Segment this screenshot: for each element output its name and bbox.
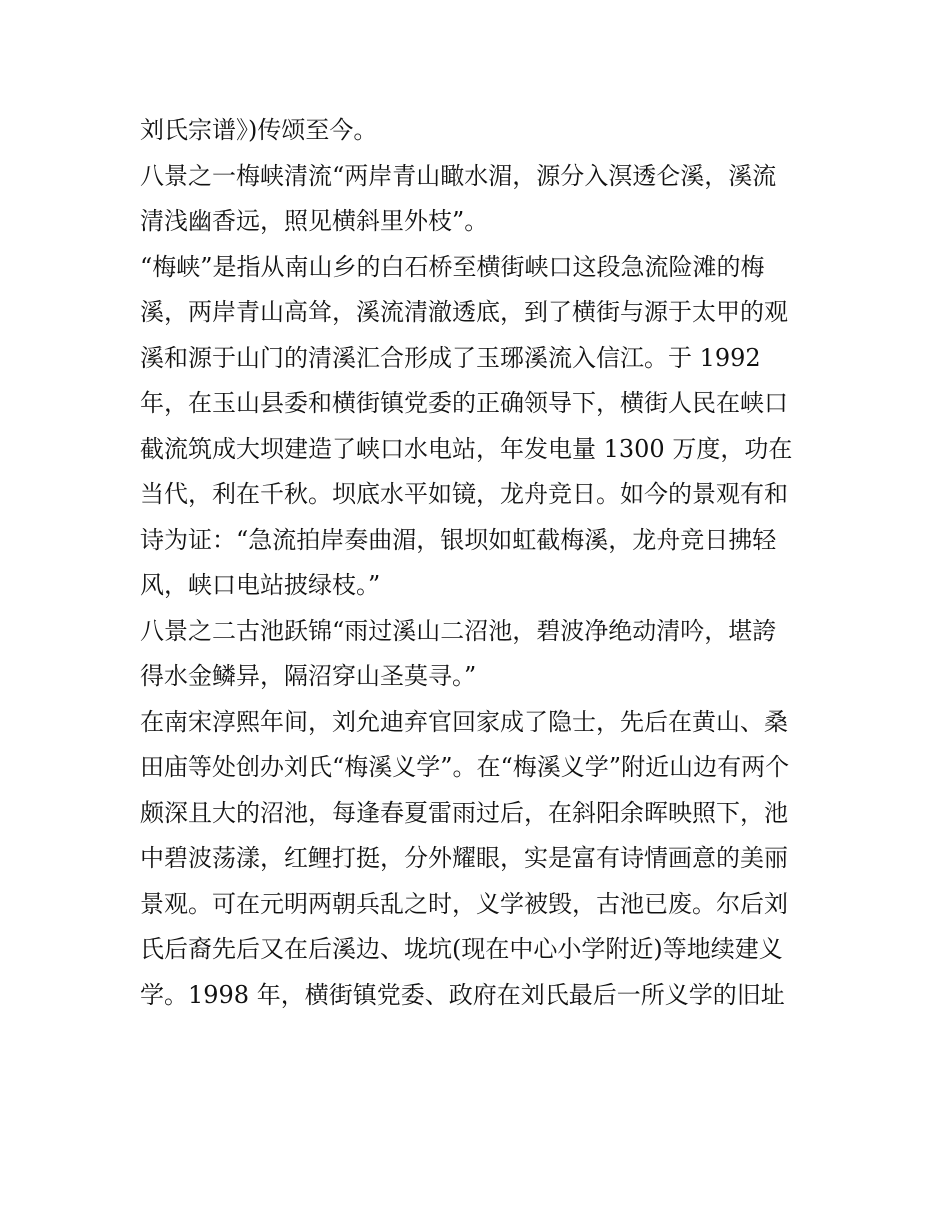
body-text (140, 108, 820, 1018)
text-line: 风，峡口电站披绿枝。” (140, 571, 381, 599)
text-line: 溪，两岸青山高耸，溪流清澈透底，到了横街与源于太甲的观 (140, 298, 788, 326)
text-line: “梅峡”是指从南山乡的白石桥至横街峡口这段急流险滩的梅 (140, 252, 765, 281)
text-line: 诗为证：“急流拍岸奏曲湄，银坝如虹截梅溪，龙舟竞日拂轻 (140, 525, 777, 554)
text-line: 在南宋淳熙年间，刘允迪弃官回家成了隐士，先后在黄山、桑 (140, 707, 788, 736)
text-line: 氏后裔先后又在后溪边、垅坑(现在中心小学附近)等地续建义 (140, 935, 783, 963)
text-line: 当代，利在千秋。坝底水平如镜，龙舟竞日。如今的景观有和 (140, 480, 788, 508)
text-line: 景观。可在元明两朝兵乱之时，义学被毁，古池已废。尔后刘 (140, 889, 788, 918)
text-line: 刘氏宗谱》)传颂至今。 (140, 116, 378, 144)
text-line: 中碧波荡漾，红鲤打挺，分外耀眼，实是富有诗情画意的美丽 (140, 844, 788, 872)
text-line: 八景之二古池跃锦“雨过溪山二沼池，碧波净绝动清吟，堪誇 (140, 616, 777, 645)
text-line: 田庙等处创办刘氏“梅溪义学”。在“梅溪义学”附近山边有两个 (140, 753, 790, 781)
text-line: 截流筑成大坝建造了峡口水电站，年发电量 1300 万度，功在 (140, 434, 793, 463)
text-line: 年，在玉山县委和横街镇党委的正确领导下，横街人民在峡口 (140, 389, 788, 417)
text-line: 八景之一梅峡清流“两岸青山瞰水湄，源分入溟透仑溪，溪流 (140, 161, 777, 190)
text-line: 清浅幽香远，照见横斜里外枝”。 (140, 207, 489, 235)
text-line: 颇深且大的沼池，每逢春夏雷雨过后，在斜阳余晖映照下，池 (140, 798, 788, 827)
text-line: 得水金鳞异，隔沼穿山圣莫寻。” (140, 662, 477, 690)
text-line: 学。1998 年，横街镇党委、政府在刘氏最后一所义学的旧址 (140, 980, 785, 1009)
text-line: 溪和源于山门的清溪汇合形成了玉琊溪流入信江。于 1992 (140, 343, 761, 372)
